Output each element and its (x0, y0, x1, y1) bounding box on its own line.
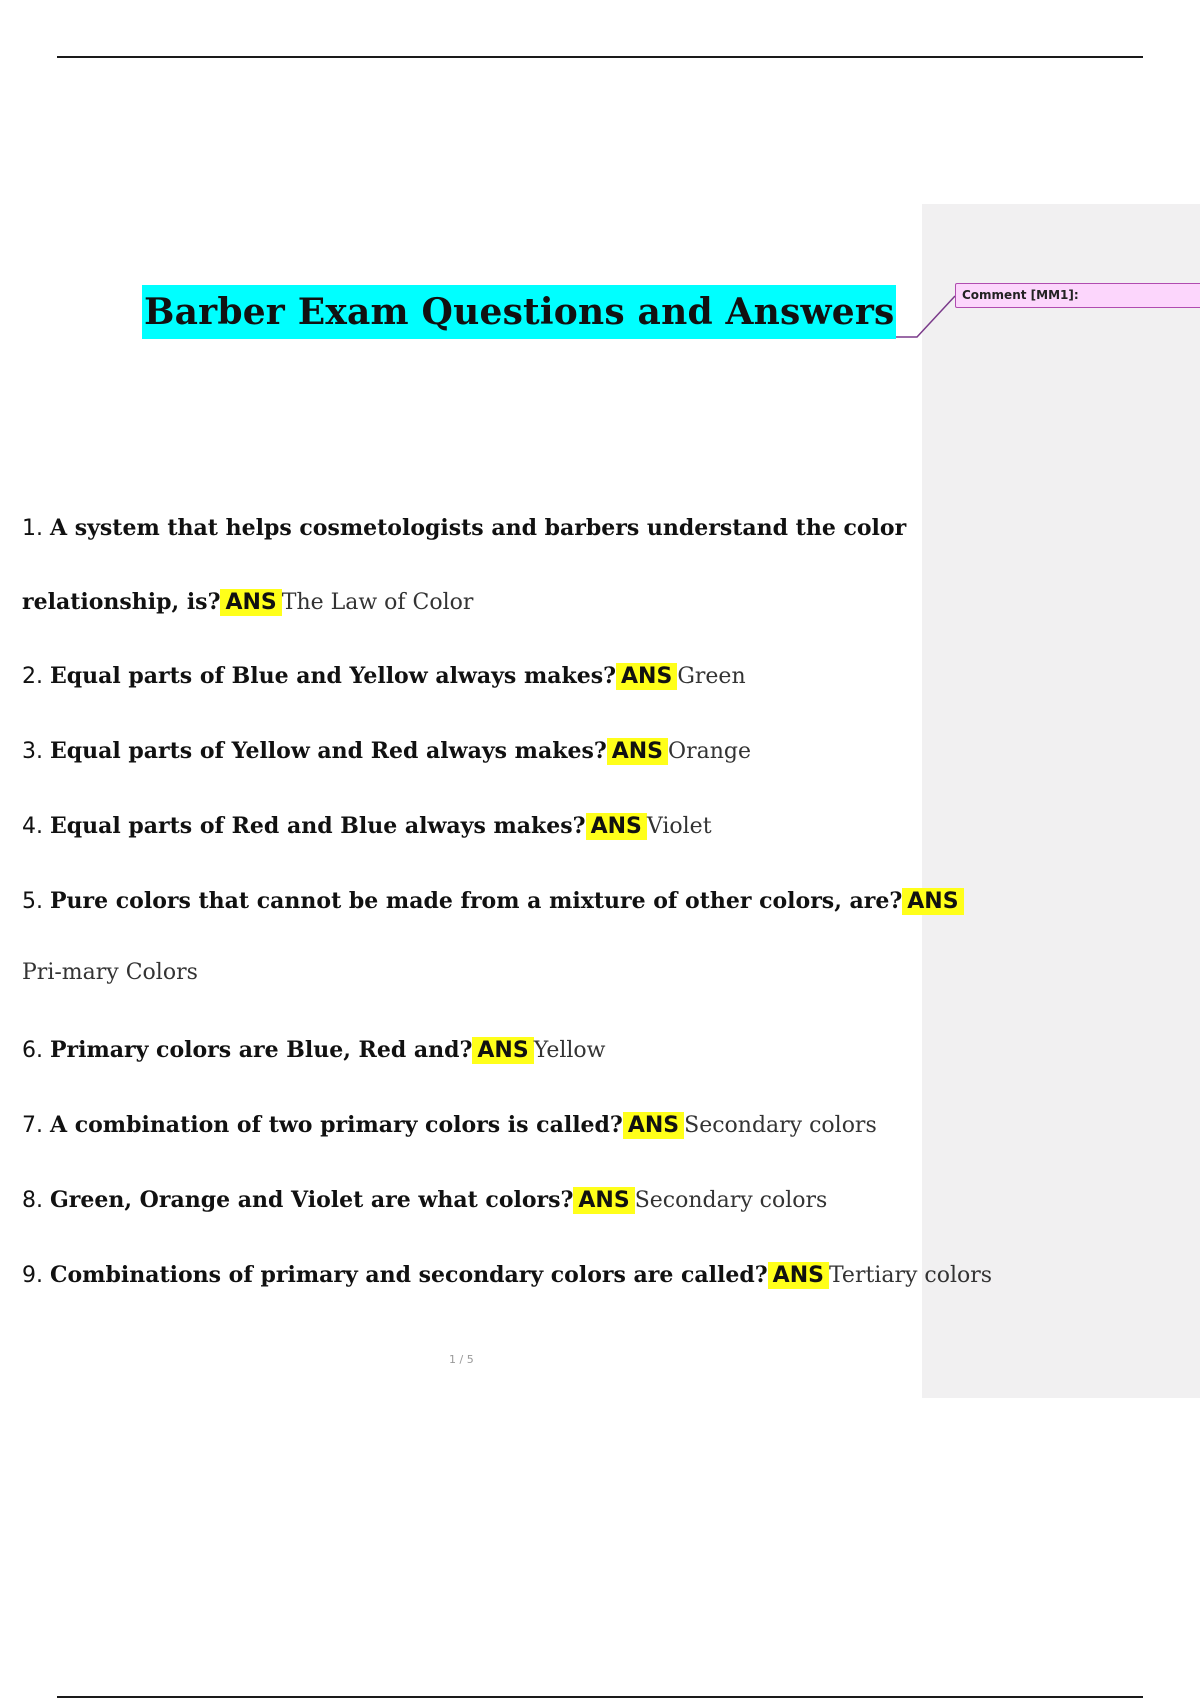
question-text: Equal parts of Red and Blue always makes? (50, 813, 586, 839)
comment-mm1[interactable] (955, 283, 1200, 308)
footer-rule (57, 1696, 1143, 1698)
question-1-cont (22, 587, 473, 618)
question-number: 2. (22, 664, 43, 689)
question-number: 1. (22, 516, 43, 541)
ans-tag: ANS (472, 1037, 533, 1064)
comment-pane (922, 204, 1200, 1398)
ans-tag: ANS (573, 1187, 634, 1214)
answer-text: Tertiary colors (828, 1263, 993, 1288)
answer-text: Yellow (533, 1038, 606, 1063)
question-1 (22, 513, 906, 544)
header-rule (57, 56, 1143, 58)
question-2 (22, 661, 746, 692)
ans-tag: ANS (586, 813, 647, 840)
ans-tag: ANS (607, 738, 668, 765)
question-5-answer-line (22, 958, 198, 988)
question-9 (22, 1260, 992, 1291)
question-number: 7. (22, 1113, 43, 1138)
answer-text: Violet (646, 814, 712, 839)
ans-tag: ANS (616, 663, 677, 690)
answer-text: Green (677, 664, 746, 689)
answer-text: Secondary colors (634, 1188, 828, 1213)
answer-text: Pri-mary Colors (22, 960, 198, 985)
question-3 (22, 736, 751, 767)
question-number: 3. (22, 739, 43, 764)
question-number: 8. (22, 1188, 43, 1213)
question-text: Green, Orange and Violet are what colors? (50, 1187, 574, 1213)
page-indicator: 1 / 5 (449, 1353, 474, 1366)
answer-text: Secondary colors (684, 1113, 877, 1138)
question-5 (22, 886, 964, 917)
question-number: 5. (22, 889, 43, 914)
answer-text: The Law of Color (281, 590, 474, 615)
question-text: Pure colors that cannot be made from a mixture of other colors, are? (50, 888, 903, 914)
question-text-cont: relationship, is? (22, 589, 221, 615)
title-text: Barber Exam Questions and Answers (144, 291, 895, 333)
question-7 (22, 1110, 877, 1141)
question-4 (22, 811, 712, 842)
question-number: 4. (22, 814, 43, 839)
question-text: Equal parts of Yellow and Red always makes? (50, 738, 607, 764)
document-title (142, 285, 896, 339)
ans-tag: ANS (902, 888, 963, 915)
question-text: Combinations of primary and secondary colors are called? (50, 1262, 768, 1288)
ans-tag: ANS (623, 1112, 684, 1139)
question-text: A combination of two primary colors is called? (50, 1112, 623, 1138)
question-text: A system that helps cosmetologists and barbers understand the color (50, 515, 907, 541)
question-number: 9. (22, 1263, 43, 1288)
answer-text: Orange (668, 739, 751, 764)
question-text: Equal parts of Blue and Yellow always makes? (50, 663, 617, 689)
question-8 (22, 1185, 827, 1216)
question-number: 6. (22, 1038, 43, 1063)
question-text: Primary colors are Blue, Red and? (50, 1037, 473, 1063)
comment-label: Comment [MM1]: (962, 288, 1079, 302)
ans-tag: ANS (768, 1262, 829, 1289)
question-6 (22, 1035, 605, 1066)
ans-tag: ANS (220, 589, 281, 616)
